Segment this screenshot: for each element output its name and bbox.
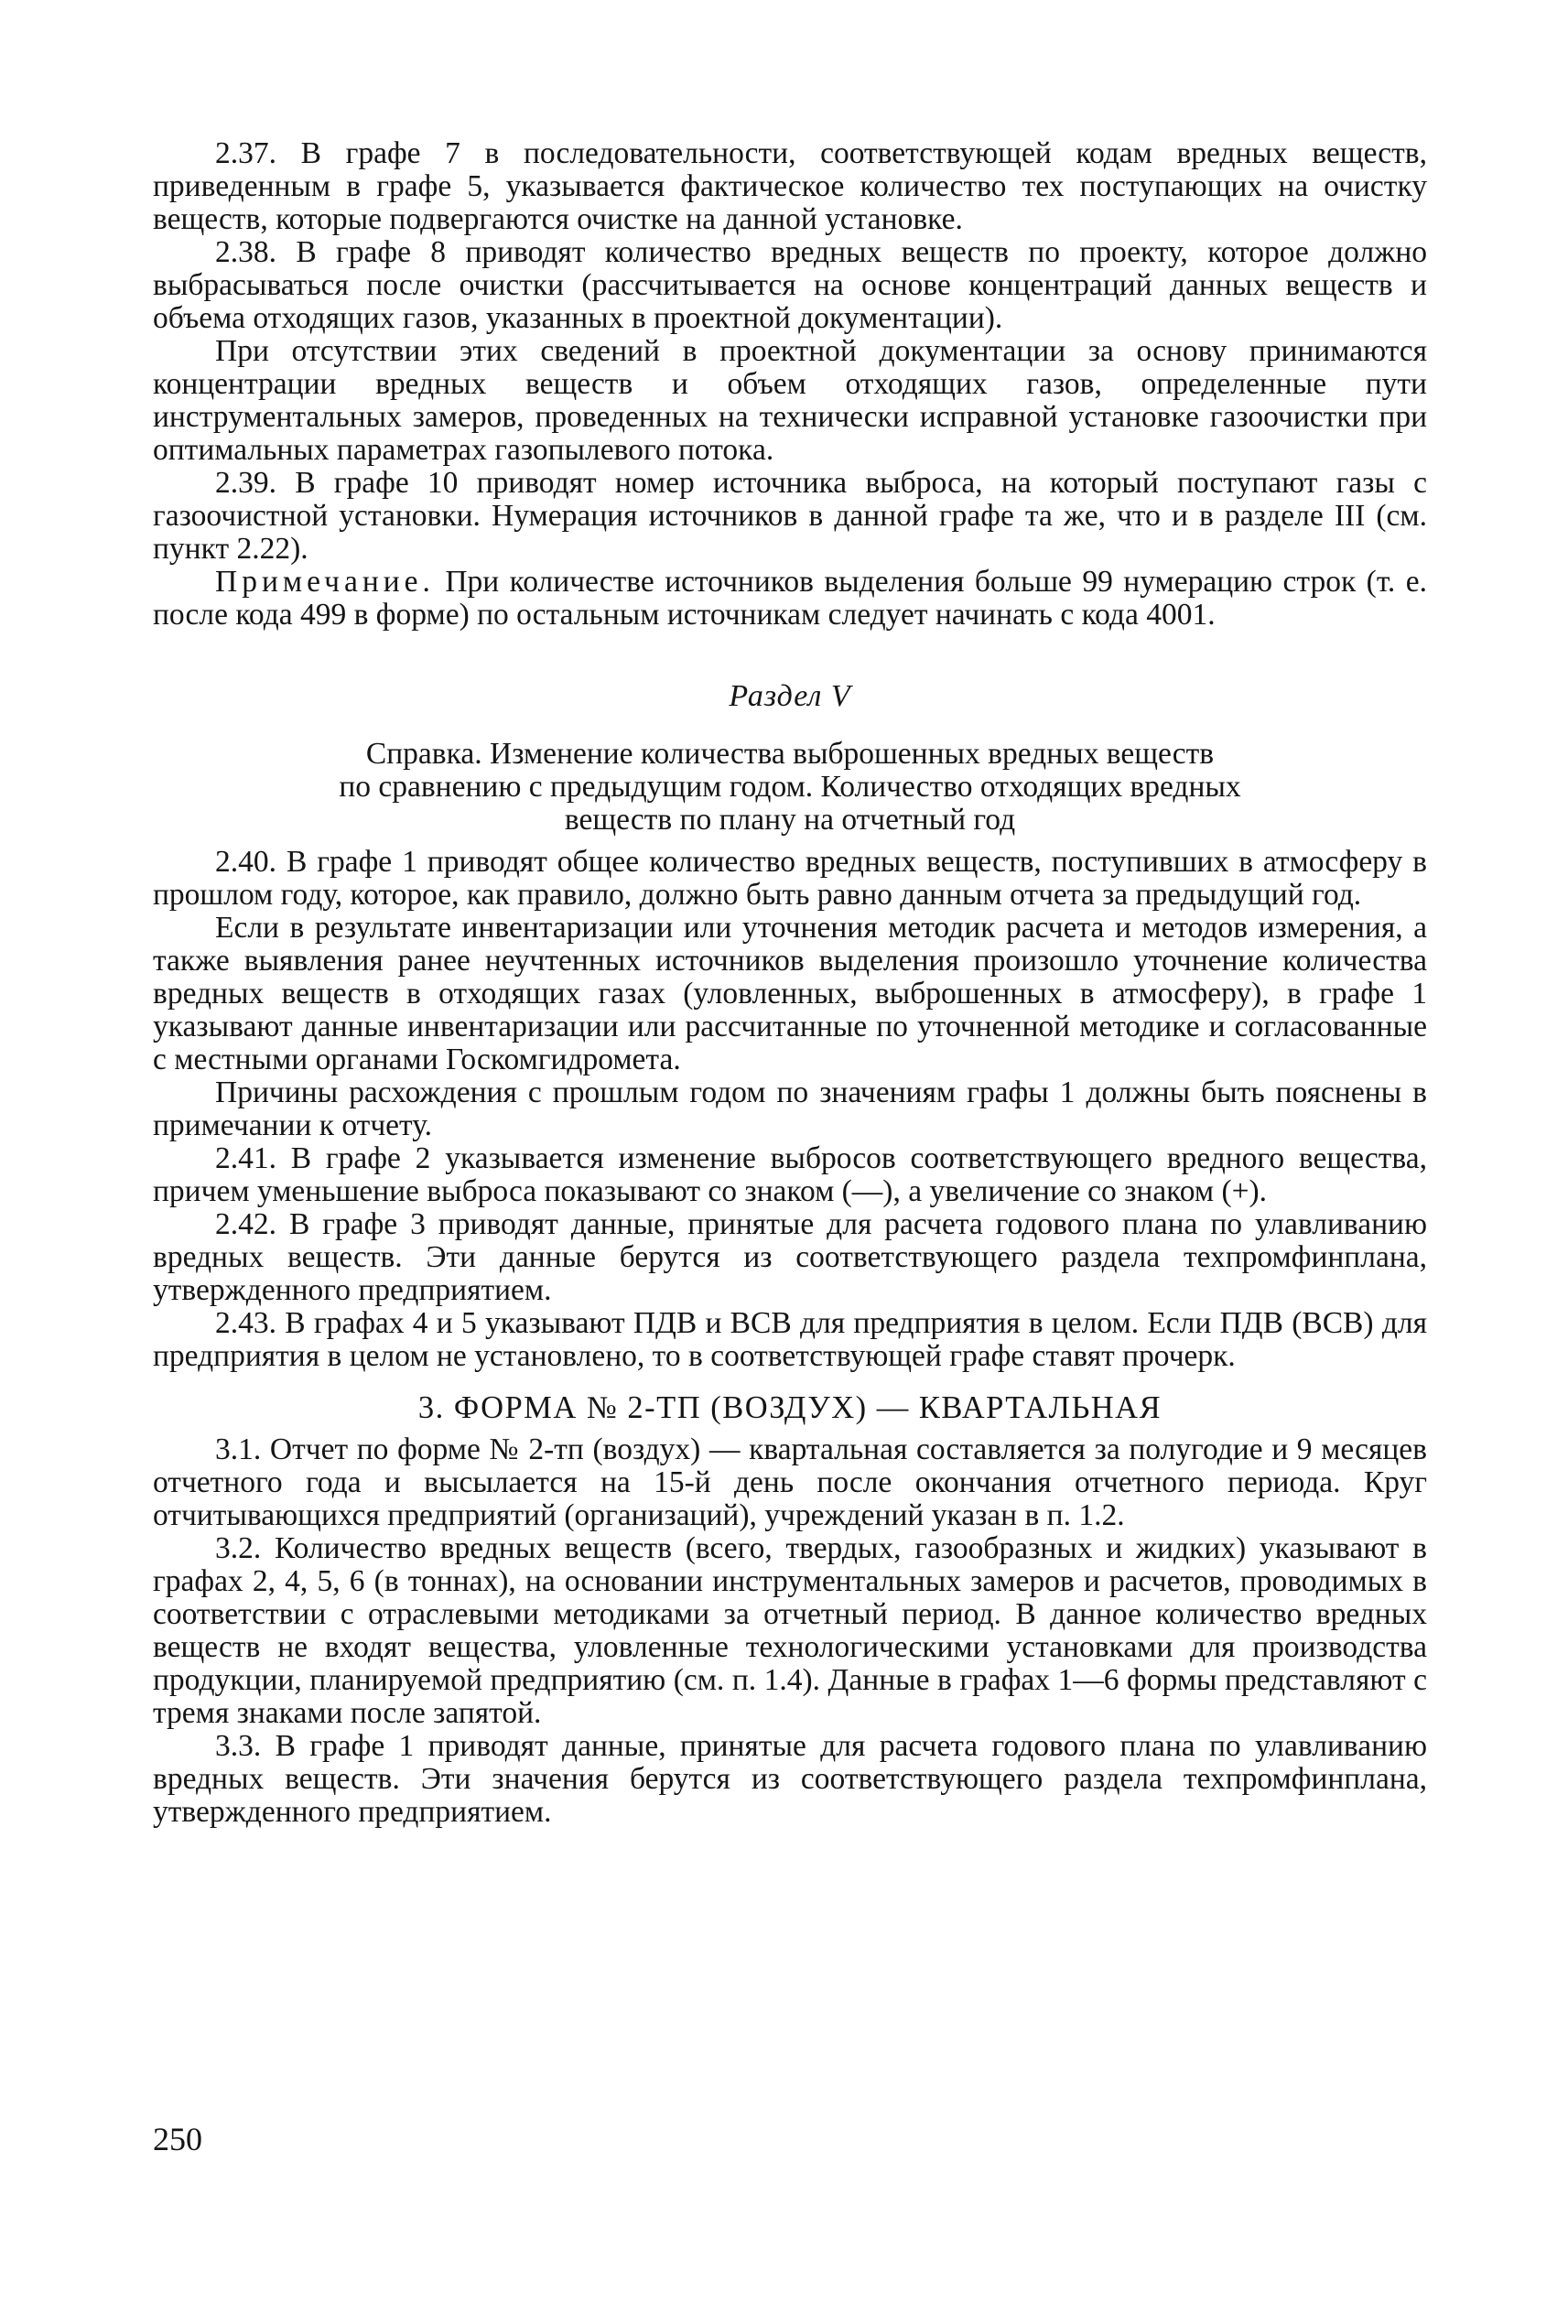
paragraph-2-41: 2.41. В графе 2 указывается изменение выбросов соответствующего вредного вещества, причем уменьшение выброса показывают со знаком (—), а увеличение со знаком (+). xyxy=(153,1141,1427,1208)
page-number: 250 xyxy=(153,2121,202,2157)
paragraph-2-42: 2.42. В графе 3 приводят данные, принятые для расчета годового плана по улавливанию вредных веществ. Эти данные берутся из соответствующего раздела техпромфинплана, утвержденного предприятием. xyxy=(153,1207,1427,1307)
subtitle-line: веществ по плану на отчетный год xyxy=(564,803,1016,837)
paragraph-2-37: 2.37. В графе 7 в последовательности, соответствующей кодам вредных веществ, приведенным в графе 5, указывается фактическое количество тех поступающих на очистку веществ, которые подвергаются очистке на данной установке. xyxy=(153,136,1427,236)
note-paragraph xyxy=(153,566,1427,632)
paragraph-inventory: Если в результате инвентаризации или уточнения методик расчета и методов измерения, а также выявления ранее неучтенных источников выделения произошло уточнение количества вредных веществ в отходящих газах (уловленных, выброшенных в атмосферу), в графе 1 указывают данные инвентаризации или рассчитанные по уточненной методике и согласованные с местными органами Госкомгидромета. xyxy=(153,911,1427,1076)
paragraph-absence-note: При отсутствии этих сведений в проектной документации за основу принимаются концентрации вредных веществ и объем отходящих газов, определенные пути инструментальных замеров, проведенных на технически исправной установке газоочистки при оптимальных параметрах газопылевого потока. xyxy=(153,334,1427,467)
document-page xyxy=(153,137,1427,1829)
paragraph-2-39: 2.39. В графе 10 приводят номер источника выброса, на который поступают газы с газоочистной установки. Нумерация источников в данной графе та же, что и в разделе III (см. пункт 2.22). xyxy=(153,466,1427,566)
paragraph-2-40: 2.40. В графе 1 приводят общее количество вредных веществ, поступивших в атмосферу в прошлом году, которое, как правило, должно быть равно данным отчета за предыдущий год. xyxy=(153,845,1427,912)
form-heading: 3. ФОРМА № 2-ТП (ВОЗДУХ) — КВАРТАЛЬНАЯ xyxy=(417,1390,1162,1425)
subtitle-line: по сравнению с предыдущим годом. Количество отходящих вредных xyxy=(339,770,1241,804)
paragraph-2-38: 2.38. В графе 8 приводят количество вредных веществ по проекту, которое должно выбрасываться после очистки (рассчитывается на основе концентраций данных веществ и объема отходящих газов, указанных в проектной документации). xyxy=(153,235,1427,335)
section-subtitle xyxy=(153,738,1427,837)
paragraph-3-1: 3.1. Отчет по форме № 2-тп (воздух) — квартальная составляется за полугодие и 9 месяцев отчетного года и высылается на 15-й день после окончания отчетного периода. Круг отчитывающихся предприятий (организаций), учреждений указан в п. 1.2. xyxy=(153,1432,1427,1532)
subtitle-line: Справка. Изменение количества выброшенных вредных веществ xyxy=(365,737,1215,771)
paragraph-3-2: 3.2. Количество вредных веществ (всего, твердых, газообразных и жидких) указывают в графах 2, 4, 5, 6 (в тоннах), на основании инструментальных замеров и расчетов, проводимых в соответствии с отраслевыми методиками за отчетный период. В данное количество вредных веществ не входят вещества, уловленные технологическими установками для производства продукции, планируемой предприятию (см. п. 1.4). Данные в графах 1—6 формы представляют с тремя знаками после запятой. xyxy=(153,1531,1427,1730)
note-label: Примечание. xyxy=(215,565,435,599)
paragraph-reasons: Причины расхождения с прошлым годом по значениям графы 1 должны быть пояснены в примечании к отчету. xyxy=(153,1076,1427,1142)
section-title: Раздел V xyxy=(729,679,851,713)
paragraph-2-43: 2.43. В графах 4 и 5 указывают ПДВ и ВСВ для предприятия в целом. Если ПДВ (ВСВ) для предприятия в целом не установлено, то в соответствующей графе ставят прочерк. xyxy=(153,1306,1427,1373)
note-text: При количестве источников выделения больше 99 нумерацию строк (т. е. после кода 499 в форме) по остальным источникам следует начинать с кода 4001. xyxy=(153,565,1427,632)
paragraph-3-3: 3.3. В графе 1 приводят данные, принятые для расчета годового плана по улавливанию вредных веществ. Эти значения берутся из соответствующего раздела техпромфинплана, утвержденного предприятием. xyxy=(153,1729,1427,1829)
